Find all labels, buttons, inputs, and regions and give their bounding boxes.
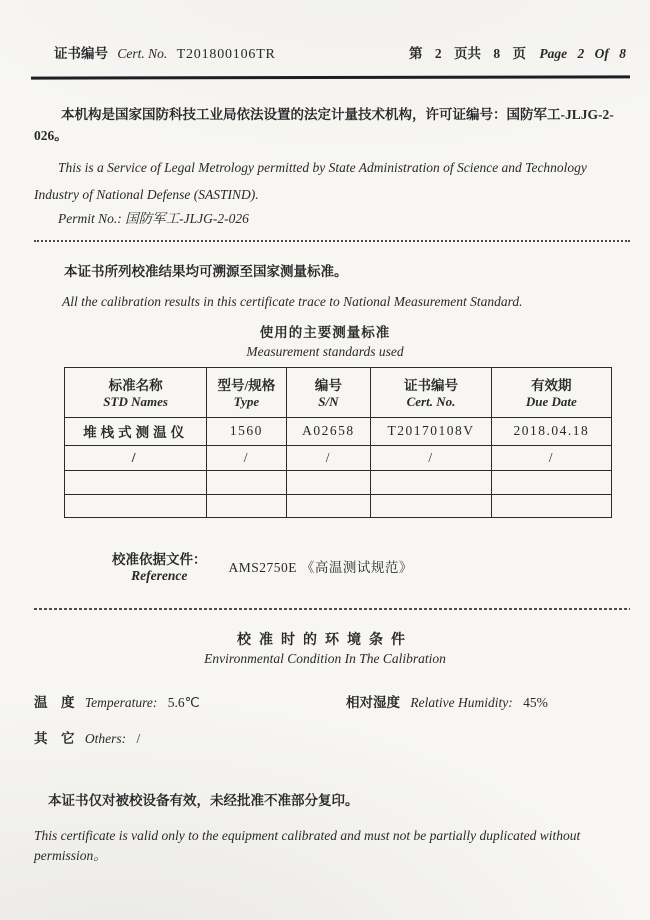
temperature-value: 5.6℃ [167, 694, 200, 710]
col-header-due-date-zh: 有效期 [531, 378, 572, 394]
type-cell [207, 470, 286, 494]
due-date-cell: / [491, 445, 611, 470]
institution-statement-en: This is a Service of Legal Metrology permitted by State Administration of Science and Technology Industry of National Defense (SASTIND). [34, 159, 587, 202]
col-header-serial-en: S/N [318, 394, 339, 410]
reference-label-zh: 校准依据文件： [112, 551, 207, 567]
others-label-zh: 其 它 [34, 730, 75, 746]
table-row [65, 417, 612, 445]
standards-header-row [65, 367, 612, 417]
col-header-serial [286, 367, 371, 417]
type-cell: 1560 [207, 417, 286, 445]
others-label-en: Others: [84, 730, 127, 746]
serial-cell: / [286, 445, 371, 470]
temperature-item [34, 691, 346, 711]
col-header-cert-no [371, 367, 491, 417]
table-row [65, 445, 612, 470]
cert-no-cell: T20170108V [371, 417, 491, 445]
humidity-item [346, 691, 555, 711]
page-number-en: Page 2 Of 8 [539, 46, 626, 61]
validity-statement-zh: 本证书仅对被校设备有效，未经批准不准部分复印。 [48, 792, 359, 808]
cert-no-cell [371, 470, 491, 494]
cert-no-cell: / [371, 445, 491, 470]
temperature-label-en: Temperature: [84, 694, 158, 710]
page-number-group [409, 42, 626, 62]
others-item [34, 727, 650, 747]
page-header [0, 0, 650, 63]
measurement-standards-table [64, 367, 612, 518]
reference-label [112, 548, 207, 584]
std-name-cell: / [65, 445, 207, 470]
temperature-label-zh: 温 度 [34, 694, 75, 710]
cert-no-cell [371, 494, 491, 517]
col-header-std-names-en: STD Names [103, 394, 168, 410]
standards-table-title-en: Measurement standards used [246, 343, 404, 359]
std-name-cell [65, 494, 207, 517]
serial-cell: A02658 [286, 417, 371, 445]
reference-value: AMS2750E 《高温测试规范》 [228, 559, 413, 575]
std-name-cell: 堆栈式测温仪 [65, 417, 207, 445]
traceability-zh: 本证书所列校准结果均可溯源至国家测量标准。 [64, 263, 348, 279]
table-row [65, 494, 612, 517]
table-row [65, 470, 612, 494]
col-header-type [207, 367, 286, 417]
humidity-label-zh: 相对湿度 [346, 694, 400, 710]
standards-table-title-zh: 使用的主要测量标准 [259, 324, 391, 340]
page-number-zh: 第 2 页共 8 页 [409, 46, 527, 61]
header-rule [31, 75, 630, 79]
serial-cell [286, 470, 371, 494]
col-header-serial-zh: 编号 [314, 378, 342, 394]
col-header-cert-no-en: Cert. No. [406, 394, 456, 410]
cert-number-value: T201800106TR [176, 47, 276, 62]
col-header-type-en: Type [233, 394, 260, 410]
reference-block [112, 548, 650, 584]
reference-label-en: Reference [131, 567, 188, 583]
validity-statement-en: This certificate is valid only to the equipment calibrated and must not be partially duplicated without permission。 [34, 827, 581, 863]
traceability-statement [34, 260, 622, 312]
dotted-divider [34, 240, 630, 242]
cert-number-label-zh: 证书编号 [54, 46, 108, 61]
col-header-due-date-en: Due Date [525, 394, 577, 410]
col-header-std-names [65, 367, 207, 417]
permit-number-line: Permit No.: 国防军工-JLJG-2-026 [58, 210, 249, 226]
due-date-cell [491, 470, 611, 494]
others-value: / [136, 730, 141, 746]
environment-title-zh: 校准时的环境条件 [237, 632, 413, 648]
std-name-cell [65, 470, 207, 494]
cert-number-label-en: Cert. No. [117, 46, 168, 61]
cert-number-group [54, 42, 282, 63]
col-header-type-zh: 型号/规格 [217, 378, 276, 394]
col-header-std-names-zh: 标准名称 [108, 378, 163, 394]
type-cell: / [207, 445, 286, 470]
col-header-due-date [491, 367, 611, 417]
institution-statement [34, 105, 622, 230]
humidity-value: 45% [523, 694, 548, 710]
due-date-cell: 2018.04.18 [491, 417, 611, 445]
due-date-cell [491, 494, 611, 517]
traceability-en: All the calibration results in this certificate trace to National Measurement Standard. [62, 293, 523, 309]
col-header-cert-no-zh: 证书编号 [403, 378, 458, 394]
institution-statement-zh: 本机构是国家国防科技工业局依法设置的法定计量技术机构，许可证编号：国防军工-JLJG-2-026。 [34, 107, 614, 143]
environment-title-en: Environmental Condition In The Calibration [204, 650, 446, 666]
serial-cell [286, 494, 371, 517]
type-cell [207, 494, 286, 517]
dashed-divider [34, 608, 630, 610]
humidity-label-en: Relative Humidity: [410, 694, 513, 710]
environment-row [34, 691, 650, 711]
